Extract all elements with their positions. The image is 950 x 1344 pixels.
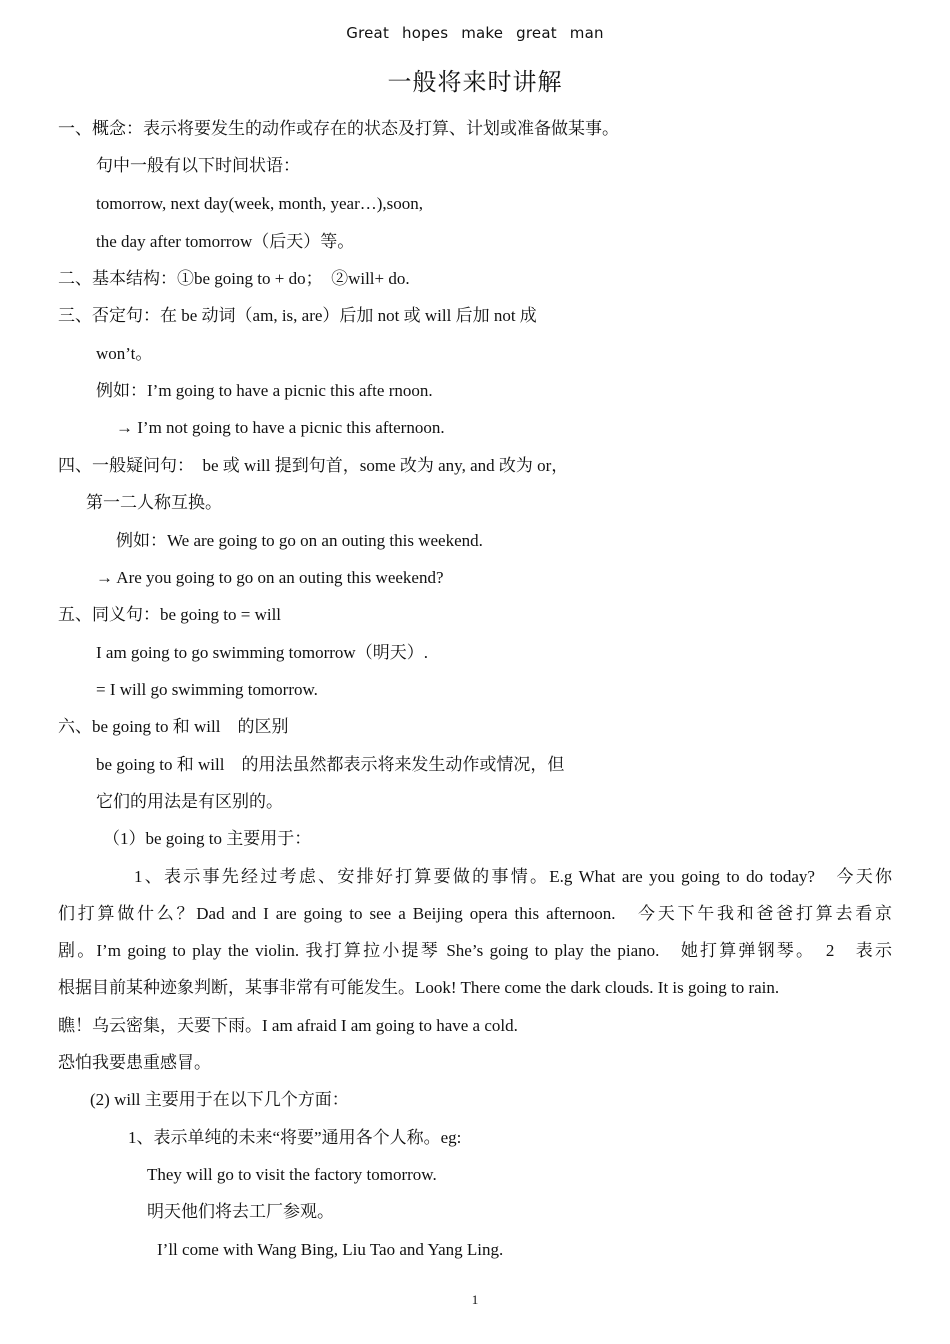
- page-number: 1: [471, 1292, 479, 1307]
- text-line: 它们的用法是有区别的。: [96, 792, 283, 811]
- section-3-negative: 三、否定句：在 be 动词（am, is, are）后加 not 或 will 后加 not 成: [58, 306, 537, 325]
- section-5-synonym: 五、同义句：be going to = will: [58, 605, 282, 624]
- example-line: I’ll come with Wang Bing, Liu Tao and Yang Ling.: [157, 1240, 504, 1259]
- paragraph-line: 1、表示事先经过考虑、安排好打算要做的事情。E.g What are you going to do today? 今天你: [134, 867, 892, 886]
- example-line: They will go to visit the factory tomorrow.: [147, 1165, 437, 1184]
- paragraph-line: 根据目前某种迹象判断，某事非常有可能发生。Look! There come the dark clouds. It is going to rain.: [58, 978, 780, 997]
- section-2-structure: 二、基本结构：①be going to + do； ②will+ do.: [58, 269, 410, 288]
- text-line: be going to 和 will 的用法虽然都表示将来发生动作或情况，但: [96, 755, 565, 774]
- text-line: the day after tomorrow（后天）等。: [96, 232, 355, 251]
- section-4-question: 四、一般疑问句： be 或 will 提到句首，some 改为 any, and 改为 or，: [58, 456, 569, 475]
- example-line: 例如：I’m going to have a picnic this afte rnoon.: [96, 381, 433, 400]
- subsection-be-going-to: （1）be going to 主要用于：: [103, 829, 312, 848]
- page-header: Great hopes make great man: [346, 24, 604, 42]
- section-1-concept: 一、概念：表示将要发生的动作或存在的状态及打算、计划或准备做某事。: [58, 119, 619, 138]
- paragraph-line: 们打算做什么？Dad and I are going to see a Beijing opera this afternoon. 今天下午我和爸爸打算去看京: [58, 904, 892, 923]
- section-6-difference: 六、be going to 和 will 的区别: [58, 717, 289, 736]
- text-line: 1、表示单纯的未来“将要”通用各个人称。eg:: [128, 1128, 462, 1147]
- example-line: 例如：We are going to go on an outing this weekend.: [116, 531, 483, 550]
- example-line: I am going to go swimming tomorrow（明天）.: [96, 643, 428, 662]
- subsection-will: (2) will 主要用于在以下几个方面：: [90, 1090, 349, 1109]
- example-line: → I’m not going to have a picnic this afternoon.: [116, 418, 445, 437]
- paragraph-line: 剧。I’m going to play the violin. 我打算拉小提琴 She’s going to play the piano. 她打算弹钢琴。 2 表示: [58, 941, 892, 960]
- text-line: won’t。: [96, 344, 153, 363]
- page-title: 一般将来时讲解: [387, 68, 563, 96]
- paragraph-line: 瞧！乌云密集，天要下雨。I am afraid I am going to have a cold.: [58, 1016, 518, 1035]
- paragraph-line: 恐怕我要患重感冒。: [58, 1053, 211, 1072]
- text-line: 第一二人称互换。: [86, 493, 222, 512]
- example-line: = I will go swimming tomorrow.: [96, 680, 318, 699]
- text-line: 句中一般有以下时间状语：: [96, 156, 300, 175]
- text-line: tomorrow, next day(week, month, year…),soon,: [96, 194, 424, 213]
- example-line: → Are you going to go on an outing this weekend?: [96, 568, 444, 587]
- example-line: 明天他们将去工厂参观。: [147, 1202, 334, 1221]
